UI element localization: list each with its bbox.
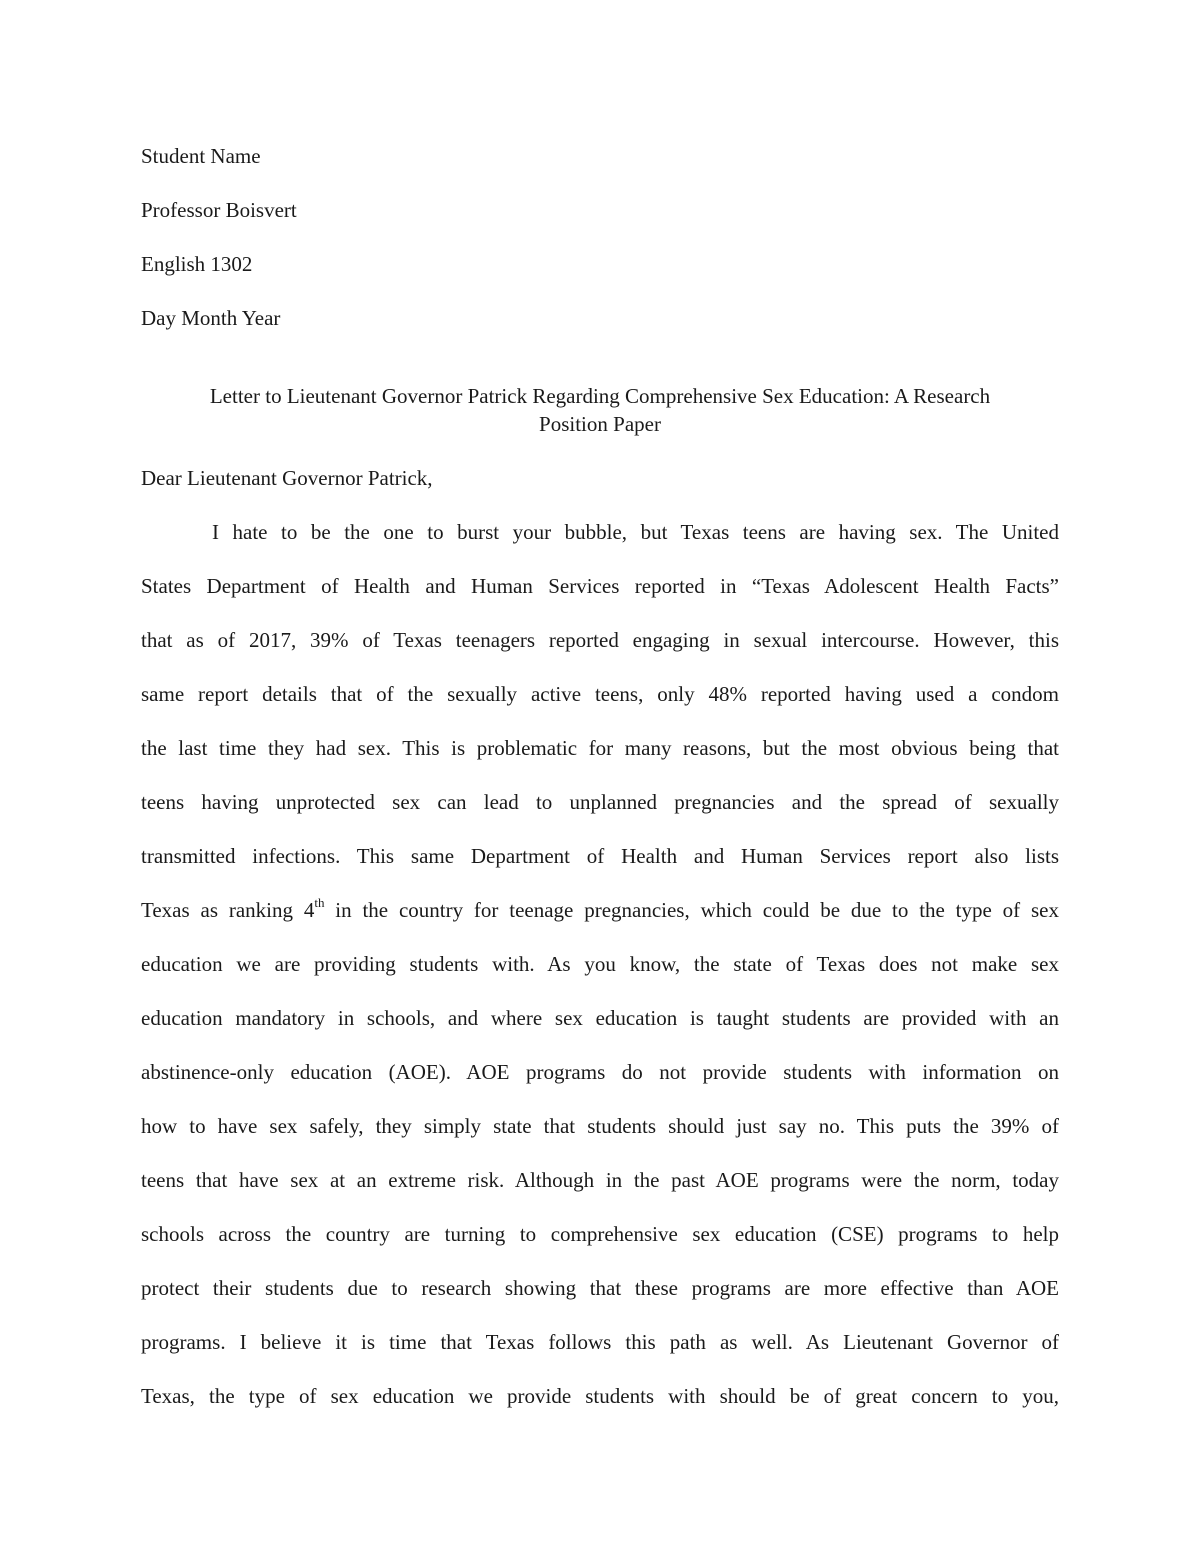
course-name: English 1302 xyxy=(141,252,253,276)
body-text: Texas as ranking 4 xyxy=(141,898,315,922)
body-line: programs. I believe it is time that Texas follows this path as well. As Lieutenant Governor of xyxy=(141,1330,1059,1354)
body-line xyxy=(141,896,1059,924)
body-line: the last time they had sex. This is problematic for many reasons, but the most obvious being that xyxy=(141,736,1059,760)
body-line: schools across the country are turning to comprehensive sex education (CSE) programs to help xyxy=(141,1222,1059,1246)
body-line: education we are providing students with. As you know, the state of Texas does not make sex xyxy=(141,952,1059,976)
body-line: education mandatory in schools, and where sex education is taught students are provided with an xyxy=(141,1006,1059,1030)
ordinal-suffix: th xyxy=(314,895,325,910)
body-line: abstinence-only education (AOE). AOE programs do not provide students with information on xyxy=(141,1060,1059,1084)
paper-title xyxy=(141,382,1059,438)
professor-name: Professor Boisvert xyxy=(141,198,297,222)
body-line: I hate to be the one to burst your bubble, but Texas teens are having sex. The United xyxy=(212,520,1059,544)
body-line: transmitted infections. This same Department of Health and Human Services report also lists xyxy=(141,844,1059,868)
body-line: how to have sex safely, they simply state that students should just say no. This puts the 39% of xyxy=(141,1114,1059,1138)
body-line: States Department of Health and Human Services reported in “Texas Adolescent Health Facts” xyxy=(141,574,1059,598)
body-line: Texas, the type of sex education we provide students with should be of great concern to you, xyxy=(141,1384,1059,1408)
title-line-2: Position Paper xyxy=(539,412,661,436)
body-line: that as of 2017, 39% of Texas teenagers reported engaging in sexual intercourse. However, this xyxy=(141,628,1059,652)
title-line-1: Letter to Lieutenant Governor Patrick Regarding Comprehensive Sex Education: A Research xyxy=(209,384,991,408)
student-name: Student Name xyxy=(141,144,261,168)
salutation: Dear Lieutenant Governor Patrick, xyxy=(141,466,433,490)
body-line: teens that have sex at an extreme risk. Although in the past AOE programs were the norm, today xyxy=(141,1168,1059,1192)
body-line: teens having unprotected sex can lead to unplanned pregnancies and the spread of sexually xyxy=(141,790,1059,814)
body-line: same report details that of the sexually active teens, only 48% reported having used a condom xyxy=(141,682,1059,706)
body-text: in the country for teenage pregnancies, which could be due to the type of sex xyxy=(324,898,1059,922)
body-line: protect their students due to research showing that these programs are more effective than AOE xyxy=(141,1276,1059,1300)
date-line: Day Month Year xyxy=(141,306,281,330)
